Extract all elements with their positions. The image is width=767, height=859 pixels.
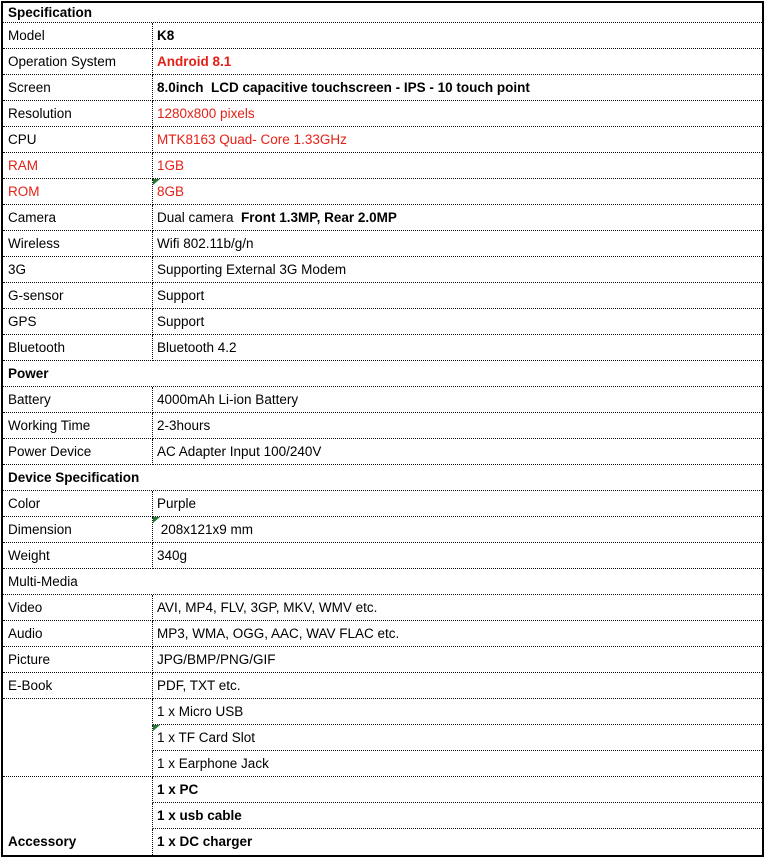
row-value [153,621,762,647]
value-part: 2-3hours [157,417,211,433]
row-label [3,777,153,803]
row-label: G-sensor [3,283,153,309]
row-label: Battery [3,387,153,413]
table-row [3,647,762,673]
row-label: Device Specification [3,465,762,491]
row-value [153,699,762,725]
value-part: 340g [157,547,188,563]
section-row [3,569,762,595]
value-part: Support [157,313,205,329]
value-part: 1GB [157,157,185,173]
value-part: 1 x PC [157,781,199,797]
section-row [3,3,762,23]
table-row [3,283,762,309]
table-row [3,257,762,283]
value-part: Android 8.1 [157,53,232,69]
row-value [153,803,762,829]
table-row [3,829,762,855]
row-value [153,491,762,517]
table-row [3,413,762,439]
table-row [3,699,762,725]
table-row [3,595,762,621]
row-label: Power Device [3,439,153,465]
row-label: Model [3,23,153,49]
row-label: Accessory [3,829,153,855]
row-value [153,231,762,257]
value-part: Front 1.3MP, Rear 2.0MP [241,209,397,225]
table-row [3,673,762,699]
value-part: 1 x Earphone Jack [157,755,269,771]
value-part: Purple [157,495,197,511]
row-value [153,777,762,803]
table-row [3,309,762,335]
value-part: JPG/BMP/PNG/GIF [157,651,276,667]
table-row [3,621,762,647]
value-part: Bluetooth 4.2 [157,339,237,355]
value-part: Wifi 802.11b/g/n [157,235,254,251]
row-label: Dimension [3,517,153,543]
value-part: MTK8163 Quad- Core 1.33GHz [157,131,347,147]
row-value [153,387,762,413]
table-row [3,127,762,153]
row-label [3,803,153,829]
row-value [153,517,762,543]
value-part: K8 [157,27,175,43]
row-label: Multi-Media [3,569,762,595]
row-label: Picture [3,647,153,673]
section-row [3,361,762,387]
row-value [153,829,762,855]
row-label: RAM [3,153,153,179]
table-row [3,439,762,465]
row-value [153,49,762,75]
value-part: AVI, MP4, FLV, 3GP, MKV, WMV etc. [157,599,378,615]
row-label: Color [3,491,153,517]
value-part: 8GB [157,183,185,199]
table-row [3,777,762,803]
row-value [153,179,762,205]
row-label: Operation System [3,49,153,75]
value-part: 4000mAh Li-ion Battery [157,391,299,407]
row-label: ROM [3,179,153,205]
row-label: Power [3,361,762,387]
row-value [153,23,762,49]
row-value [153,205,762,231]
value-part: Support [157,287,205,303]
table-row [3,517,762,543]
row-value [153,725,762,751]
table-row [3,179,762,205]
value-part: 1 x TF Card Slot [157,729,256,745]
row-value [153,101,762,127]
table-row [3,153,762,179]
table-row [3,231,762,257]
value-part: 1 x Micro USB [157,703,244,719]
table-row [3,803,762,829]
row-label: Weight [3,543,153,569]
section-row [3,465,762,491]
row-label [3,751,153,777]
row-label: Specification [3,3,762,23]
value-part: PDF, TXT etc. [157,677,241,693]
table-row [3,23,762,49]
table-row [3,205,762,231]
table-row [3,335,762,361]
value-part: Supporting External 3G Modem [157,261,347,277]
table-row [3,101,762,127]
row-label: Screen [3,75,153,101]
row-label: Wireless [3,231,153,257]
value-part: 1280x800 pixels [157,105,255,121]
specification-table [1,1,764,857]
row-value [153,413,762,439]
table-row [3,543,762,569]
table-row [3,387,762,413]
row-value [153,257,762,283]
row-label [3,725,153,751]
row-value [153,439,762,465]
value-part: 1 x DC charger [157,834,253,850]
row-value [153,595,762,621]
table-row [3,491,762,517]
row-label: Bluetooth [3,335,153,361]
row-value [153,153,762,179]
value-part: AC Adapter Input 100/240V [157,443,322,459]
row-label: Resolution [3,101,153,127]
row-value [153,283,762,309]
row-value [153,335,762,361]
table-row [3,725,762,751]
value-part: 1 x usb cable [157,807,242,823]
value-part: 8.0inch LCD capacitive touchscreen - IPS - 10 touch point [157,79,530,95]
row-label: E-Book [3,673,153,699]
row-label: CPU [3,127,153,153]
row-value [153,751,762,777]
table-row [3,49,762,75]
value-part: MP3, WMA, OGG, AAC, WAV FLAC etc. [157,625,400,641]
row-value [153,673,762,699]
row-label: Camera [3,205,153,231]
value-part: Dual camera [157,209,242,225]
value-part: 208x121x9 mm [157,521,254,537]
row-value [153,75,762,101]
row-label: GPS [3,309,153,335]
row-label: 3G [3,257,153,283]
row-label [3,699,153,725]
row-value [153,647,762,673]
row-label: Working Time [3,413,153,439]
row-value [153,543,762,569]
row-value [153,127,762,153]
row-value [153,309,762,335]
row-label: Video [3,595,153,621]
table-row [3,751,762,777]
row-label: Audio [3,621,153,647]
table-row [3,75,762,101]
